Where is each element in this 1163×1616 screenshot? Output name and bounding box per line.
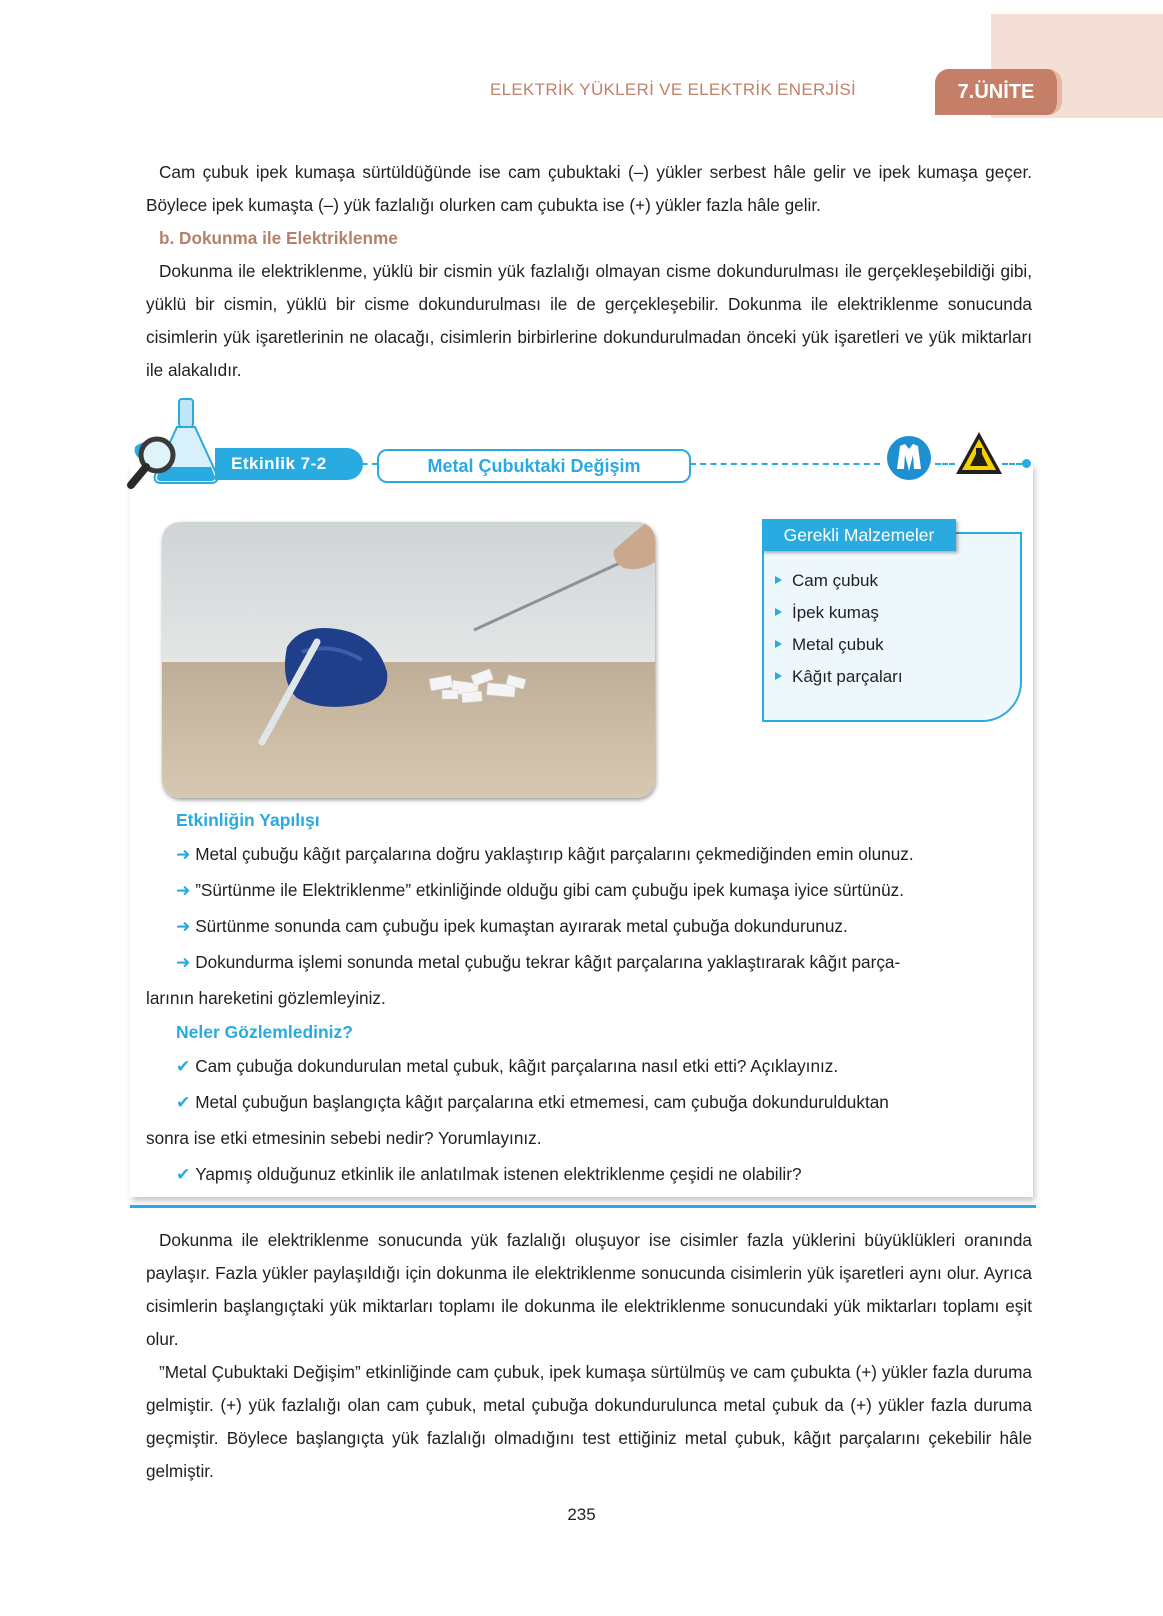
outro-paragraph-2: ”Metal Çubuktaki Değişim” etkinliğinde cam çubuk, ipek kumaşa sürtülmüş ve cam çubukta (+) yükler fazla duruma gelmiştir. (+) yük fazlalığı olan cam çubuk, metal çubuğa dokundurulunca metal çubuk da (+) yükler fazla duruma geçmiştir. Böylece başlangıçta yük fazlalığı olmadığını test ettiğiniz metal çubuk, kâğıt parçalarını çekebilir hâle gelmiştir. — [146, 1362, 1032, 1481]
intro-section — [146, 156, 1032, 387]
page-number: 235 — [567, 1505, 596, 1524]
list-item: ➜ Sürtünme sonunda cam çubuğu ipek kumaştan ayırarak metal çubuğa dokundurunuz. — [176, 916, 848, 936]
procedure-steps — [146, 836, 1026, 1016]
list-item: Metal çubuk — [775, 632, 903, 664]
magnifier-flask-icon — [127, 397, 227, 493]
checkmark-icon: ✔ — [176, 1056, 196, 1076]
checkmark-icon: ✔ — [176, 1164, 196, 1184]
list-item: ➜ Dokundurma işlemi sonunda metal çubuğu tekrar kâğıt parçalarına yaklaştırarak kâğıt parça- — [176, 952, 901, 972]
outro-paragraph-1: Dokunma ile elektriklenme sonucunda yük fazlalığı oluşuyor ise cisimler fazla yüklerini büyüklükleri oranında paylaşır. Fazla yükler paylaşıldığı için dokunma ile elektriklenme sonucunda cisimlerin yük işaretleri aynı olur. Ayrıca cisimlerin başlangıçtaki yük miktarları toplamı ile dokunma ile elektriklenme sonucundaki yük miktarları toplamı eşit olur. — [146, 1230, 1032, 1349]
materials-list — [775, 568, 903, 696]
section-subheading: b. Dokunma ile Elektriklenme — [159, 228, 398, 248]
observation-heading: Neler Gözlemlediniz? — [176, 1022, 353, 1042]
list-item: ✔ Cam çubuğa dokundurulan metal çubuk, kâğıt parçalarına nasıl etki etti? Açıklayınız. — [176, 1056, 839, 1076]
list-item: ✔ Metal çubuğun başlangıçta kâğıt parçalarına etki etmemesi, cam çubuğa dokundurulduktan — [176, 1092, 889, 1112]
list-item-continuation: sonra ise etki etmesinin sebebi nedir? Yorumlayınız. — [146, 1128, 542, 1148]
list-item: Kâğıt parçaları — [775, 664, 903, 696]
list-item-continuation: larının hareketini gözlemleyiniz. — [146, 988, 386, 1008]
intro-paragraph-2: Dokunma ile elektriklenme, yüklü bir cismin yük fazlalığı olmayan cisme dokundurulması ile gerçekleşebildiği gibi, yüklü bir cismin, yüklü bir cisme dokundurulması ile de gerçekleşebilir. Dokunma ile elektriklenme sonucunda cisimlerin yük işaretlerinin ne olacağı, cisimlerin birbirlerine dokundurulmadan önceki yük işaretleri ve yük miktarları ile alakalıdır. — [146, 261, 1032, 380]
outro-section — [146, 1224, 1032, 1488]
bullet-triangle-icon — [775, 640, 782, 648]
activity-dash-mid — [690, 463, 880, 465]
activity-title: Metal Çubuktaki Değişim — [377, 449, 691, 483]
arrow-right-icon: ➜ — [176, 952, 196, 972]
observation-questions — [146, 1048, 1026, 1192]
bullet-triangle-icon — [775, 672, 782, 680]
bullet-triangle-icon — [775, 576, 782, 584]
activity-label: Etkinlik 7-2 — [215, 448, 363, 480]
activity-bottom-line — [130, 1205, 1036, 1208]
arrow-right-icon: ➜ — [176, 880, 196, 900]
procedure-heading: Etkinliğin Yapılışı — [176, 810, 320, 830]
list-item: Cam çubuk — [775, 568, 903, 600]
lab-coat-safety-icon — [886, 435, 932, 481]
bullet-triangle-icon — [775, 608, 782, 616]
activity-dash-right-b — [1002, 463, 1022, 465]
materials-heading: Gerekli Malzemeler — [762, 519, 956, 551]
arrow-right-icon: ➜ — [176, 916, 196, 936]
activity-photo — [162, 522, 655, 798]
activity-dash-right-a — [935, 463, 955, 465]
activity-dash-end-dot — [1022, 459, 1031, 468]
unit-tab: 7.ÜNİTE — [935, 69, 1062, 115]
page-header-title: ELEKTRİK YÜKLERİ VE ELEKTRİK ENERJİSİ — [490, 80, 857, 99]
checkmark-icon: ✔ — [176, 1092, 196, 1112]
chemical-warning-icon — [954, 430, 1004, 476]
intro-paragraph-1: Cam çubuk ipek kumaşa sürtüldüğünde ise cam çubuktaki (–) yükler serbest hâle gelir ve ipek kumaşa geçer. Böylece ipek kumaşta (–) yük fazlalığı olurken cam çubukta ise (+) yükler fazla hâle gelir. — [146, 162, 1032, 215]
list-item: ✔ Yapmış olduğunuz etkinlik ile anlatılmak istenen elektriklenme çeşidi ne olabilir? — [176, 1164, 802, 1184]
list-item: İpek kumaş — [775, 600, 903, 632]
list-item: ➜ Metal çubuğu kâğıt parçalarına doğru yaklaştırıp kâğıt parçalarını çekmediğinden emin olunuz. — [176, 844, 914, 864]
arrow-right-icon: ➜ — [176, 844, 196, 864]
list-item: ➜ ”Sürtünme ile Elektriklenme” etkinliğinde olduğu gibi cam çubuğu ipek kumaşa iyice sürtünüz. — [176, 880, 905, 900]
